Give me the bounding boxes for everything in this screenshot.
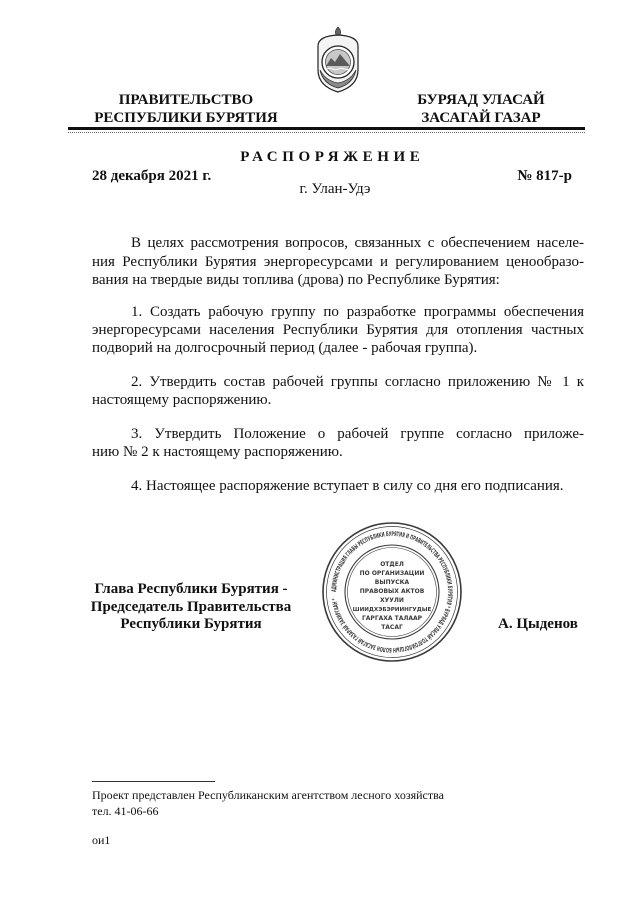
- paragraph-3-line-1: 2. Утвердить состав рабочей группы согласно приложению № 1 к: [131, 374, 584, 390]
- stamp-line-5: ХУУЛИ: [380, 597, 404, 604]
- stamp-line-6: ШИИДХЭБЭРИИНГУДЫЕ: [352, 607, 432, 613]
- stamp-line-3: ВЫПУСКА: [374, 579, 410, 586]
- stamp-line-7: ГАРГАХА ТАЛААР: [361, 615, 423, 622]
- footnote-line-1: Проект представлен Республиканским агентством лесного хозяйства: [92, 788, 444, 802]
- document-title: РАСПОРЯЖЕНИЕ: [240, 149, 425, 165]
- stamp-line-2: ПО ОРГАНИЗАЦИИ: [359, 570, 425, 577]
- paragraph-5-line-1: 4. Настоящее распоряжение вступает в силу со дня его подписания.: [131, 478, 564, 494]
- header-left-line-1: ПРАВИТЕЛЬСТВО: [118, 92, 254, 108]
- header-left-line-2: РЕСПУБЛИКИ БУРЯТИЯ: [94, 110, 278, 126]
- paragraph-4-line-1: 3. Утвердить Положение о рабочей группе согласно приложе-: [131, 426, 584, 442]
- paragraph-2-line-2: энергоресурсами населения Республики Бурятия для отопления частных: [92, 322, 584, 338]
- document-date: 28 декабря 2021 г.: [92, 168, 212, 184]
- signatory-name: А. Цыденов: [498, 616, 578, 632]
- stamp-line-4: ПРАВОВЫХ АКТОВ: [359, 588, 425, 595]
- stamp-line-8: ТАСАГ: [381, 624, 403, 631]
- paragraph-1-line-3: вания на твердые виды топлива (дрова) по Республике Бурятия:: [92, 272, 500, 288]
- header-right-line-2: ЗАСАГАЙ ГАЗАР: [421, 110, 541, 126]
- paragraph-1-line-1: В целях рассмотрения вопросов, связанных с обеспечением населе-: [131, 235, 584, 251]
- document-number: № 817-р: [517, 168, 572, 184]
- stamp-seal-icon: [320, 520, 464, 664]
- header-dotted-rule: [68, 132, 585, 133]
- signatory-position-line-2: Председатель Правительства: [90, 599, 292, 615]
- paragraph-2-line-3: подворий на долгосрочный период (далее - рабочая группа).: [92, 340, 478, 356]
- footnote-line-2: тел. 41-06-66: [92, 804, 159, 818]
- signatory-position-line-1: Глава Республики Бурятия -: [94, 581, 288, 597]
- header-right-line-1: БУРЯАД УЛАСАЙ: [417, 92, 545, 108]
- document-city: г. Улан-Удэ: [299, 181, 371, 197]
- paragraph-2-line-1: 1. Создать рабочую группу по разработке программы обеспечения: [131, 304, 584, 320]
- header-rule: [68, 127, 585, 130]
- paragraph-3-line-2: настоящему распоряжению.: [92, 392, 272, 408]
- stamp-ring-text: АДМИНИСТРАЦИЯ ГЛАВЫ РЕСПУБЛИКИ БУРЯТИЯ И ПРАВИТЕЛЬСТВА РЕСПУБЛИКИ БУРЯТИЯ * БУРЯАД УЛАСАЙ ТОЛГОЙЛОГШЫН БОЛОН ЗАСАГАЙ ГАЗАРАЙ ЗАХИРГААН *: [329, 529, 455, 655]
- paragraph-4-line-2: нию № 2 к настоящему распоряжению.: [92, 444, 343, 460]
- signatory-position-line-3: Республики Бурятия: [120, 616, 262, 632]
- coat-of-arms-icon: [315, 26, 361, 94]
- footnote-rule: [92, 781, 215, 782]
- stamp-line-1: ОТДЕЛ: [380, 561, 404, 568]
- paragraph-1-line-2: ния Республики Бурятия энергоресурсами и регулированием ценообразо-: [92, 254, 584, 270]
- footnote-code: ои1: [92, 833, 111, 847]
- official-stamp: [320, 520, 464, 664]
